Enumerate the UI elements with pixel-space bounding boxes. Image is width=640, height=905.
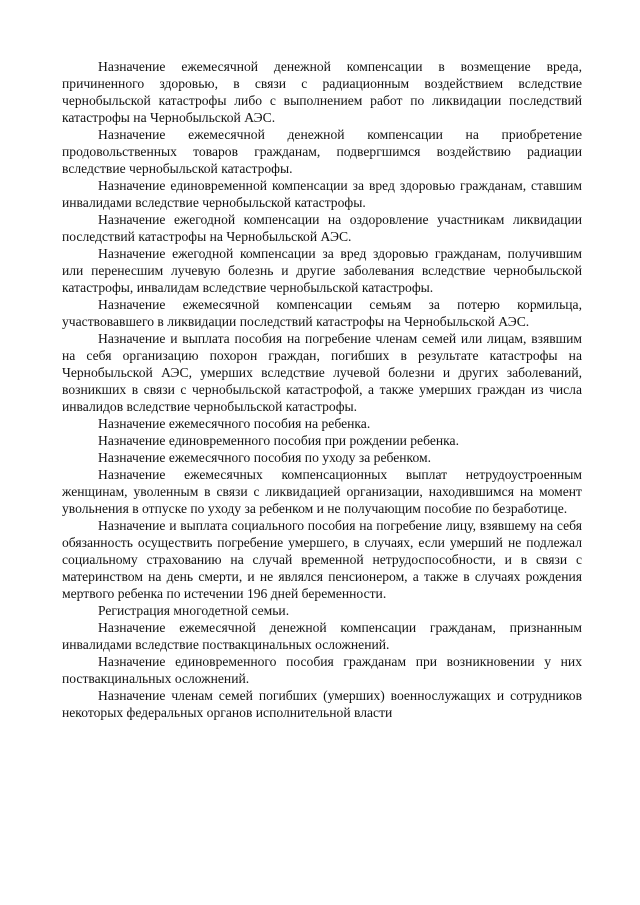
paragraph-chernobyl-harm-compensation: Назначение ежемесячной денежной компенсации в возмещение вреда, причиненного здоровью, в связи с радиационным воздействием вследствие чернобыльской катастрофы либо с выполнением работ по ликвидации последствий катастрофы на Чернобыльской АЭС. [62, 59, 582, 125]
paragraph-disability-lump-sum: Назначение единовременной компенсации за вред здоровью гражданам, ставшим инвалидами вследствие чернобыльской катастрофы. [62, 178, 582, 210]
paragraph-large-family-registration: Регистрация многодетной семьи. [98, 603, 290, 618]
paragraph-annual-radiation-illness-compensation: Назначение ежегодной компенсации за вред здоровью гражданам, получившим или перенесшим лучевую болезнь и другие заболевания вследствие чернобыльской катастрофы, инвалидам вследствие чернобыльской катастрофы. [62, 246, 582, 295]
paragraph-childcare-allowance: Назначение ежемесячного пособия по уходу за ребенком. [98, 450, 431, 465]
paragraph-post-vaccination-disability-compensation: Назначение ежемесячной денежной компенсации гражданам, признанным инвалидами вследствие поствакцинальных осложнений. [62, 620, 582, 652]
paragraph-annual-health-compensation: Назначение ежегодной компенсации на оздоровление участникам ликвидации последствий катастрофы на Чернобыльской АЭС. [62, 212, 582, 244]
paragraph-military-families: Назначение членам семей погибших (умерших) военнослужащих и сотрудников некоторых федеральных органов исполнительной власти [62, 688, 582, 720]
paragraph-monthly-child-allowance: Назначение ежемесячного пособия на ребенка. [98, 416, 371, 431]
paragraph-breadwinner-loss-compensation: Назначение ежемесячной компенсации семьям за потерю кормильца, участвовавшего в ликвидации последствий катастрофы на Чернобыльской АЭС. [62, 297, 582, 329]
paragraph-social-burial-allowance: Назначение и выплата социального пособия на погребение лицу, взявшему на себя обязанность осуществить погребение умершего, в случаях, если умерший не подлежал социальному страхованию на случай временной нетрудоспособности, и в связи с материнством на день смерти, и не являлся пенсионером, а также в случаях рождения мертвого ребенка по истечении 196 дней беременности. [62, 518, 582, 601]
paragraph-food-compensation: Назначение ежемесячной денежной компенсации на приобретение продовольственных товаров гражданам, подвергшимся воздействию радиации вследствие чернобыльской катастрофы. [62, 127, 582, 176]
paragraph-chernobyl-burial-allowance: Назначение и выплата пособия на погребение членам семей или лицам, взявшим на себя организацию похорон граждан, погибших в результате катастрофы на Чернобыльской АЭС, умерших вследствие лучевой болезни и других заболеваний, возникших в связи с чернобыльской катастрофой, а также умерших граждан из числа инвалидов вследствие чернобыльской катастрофы. [62, 331, 582, 414]
paragraph-birth-lump-sum: Назначение единовременного пособия при рождении ребенка. [98, 433, 459, 448]
document-page [62, 58, 582, 721]
paragraph-unemployed-women-payments: Назначение ежемесячных компенсационных выплат нетрудоустроенным женщинам, уволенным в связи с ликвидацией организации, находившимся на момент увольнения в отпуске по уходу за ребенком и не получающим пособие по безработице. [62, 467, 582, 516]
paragraph-post-vaccination-lump-sum: Назначение единовременного пособия гражданам при возникновении у них поствакцинальных осложнений. [62, 654, 582, 686]
